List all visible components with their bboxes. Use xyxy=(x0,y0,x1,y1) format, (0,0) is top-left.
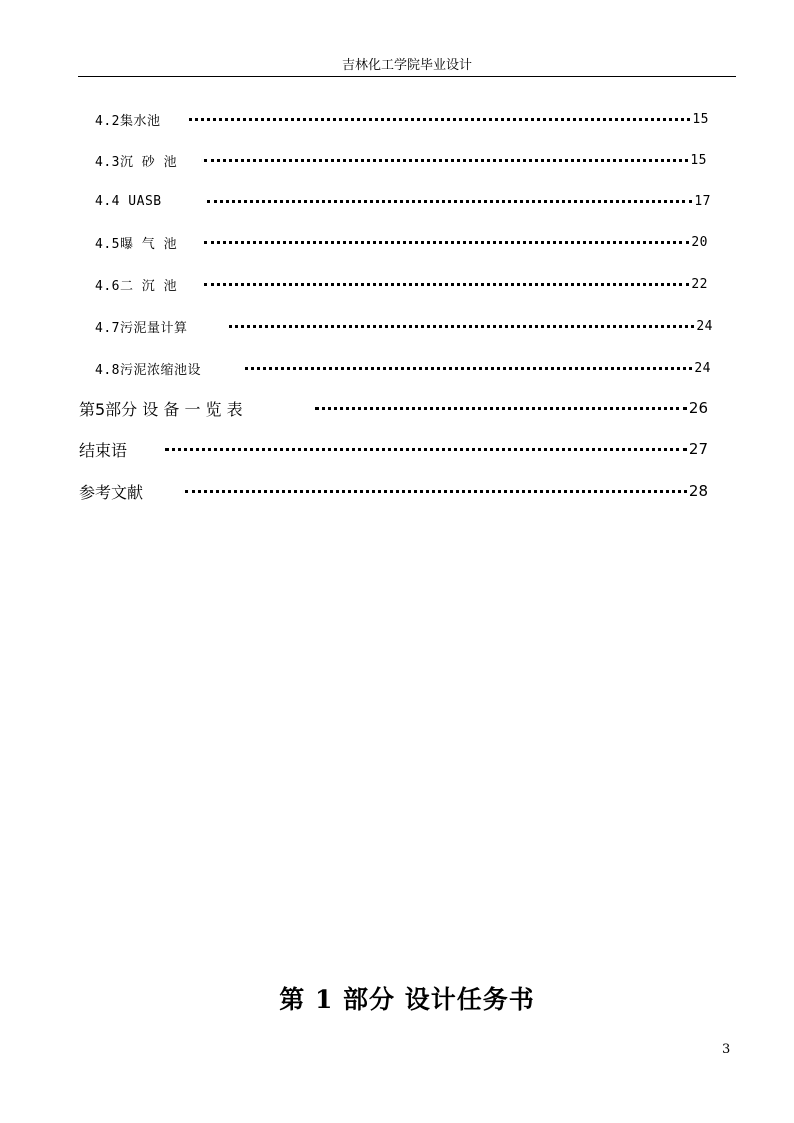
toc-entry-references[interactable] xyxy=(79,479,708,503)
page-number: 3 xyxy=(722,1042,731,1057)
toc-page-number: 20 xyxy=(691,234,708,250)
toc-label: 结束语 xyxy=(79,440,128,460)
toc-page-number: 24 xyxy=(696,318,713,334)
toc-entry-4-7[interactable] xyxy=(95,314,713,338)
toc-page-number: 27 xyxy=(688,440,708,458)
toc-entry-4-2[interactable] xyxy=(95,107,709,131)
toc-label: 4.3沉 砂 池 xyxy=(95,154,178,170)
toc-label: 4.2集水池 xyxy=(95,113,161,129)
dot-leader xyxy=(204,241,689,244)
dot-leader xyxy=(189,118,690,121)
toc-entry-4-4[interactable] xyxy=(95,189,711,213)
section-heading: 第 1 部分 设计任务书 xyxy=(279,985,535,1014)
toc-label: 4.6二 沉 池 xyxy=(95,278,178,294)
dot-leader xyxy=(204,159,688,162)
toc-page-number: 22 xyxy=(691,276,708,292)
dot-leader xyxy=(207,200,692,203)
dot-leader xyxy=(204,283,689,286)
toc-label: 4.5曝 气 池 xyxy=(95,236,178,252)
toc-page-number: 17 xyxy=(694,193,711,209)
toc-entry-4-3[interactable] xyxy=(95,148,707,172)
toc-entry-4-5[interactable] xyxy=(95,230,708,254)
toc-entry-4-8[interactable] xyxy=(95,356,711,380)
toc-label: 4.8污泥浓缩池设 xyxy=(95,362,201,378)
toc-label: 第5部分 设 备 一 览 表 xyxy=(79,399,243,419)
toc-entry-part-5[interactable] xyxy=(79,396,708,420)
dot-leader xyxy=(185,490,687,493)
toc-label: 4.4 UASB xyxy=(95,193,162,209)
toc-page-number: 15 xyxy=(690,152,707,168)
toc-page-number: 24 xyxy=(694,360,711,376)
dot-leader xyxy=(165,448,687,451)
running-header: 吉林化工学院毕业设计 xyxy=(78,56,736,77)
toc-page-number: 26 xyxy=(688,399,708,417)
toc-page-number: 15 xyxy=(692,111,709,127)
toc-entry-4-6[interactable] xyxy=(95,272,708,296)
toc-entry-conclusion[interactable] xyxy=(79,437,708,461)
toc-page-number: 28 xyxy=(688,482,708,500)
dot-leader xyxy=(245,367,692,370)
dot-leader xyxy=(229,325,694,328)
toc-label: 4.7污泥量计算 xyxy=(95,320,188,336)
toc-label: 参考文献 xyxy=(79,482,144,502)
dot-leader xyxy=(315,407,687,410)
